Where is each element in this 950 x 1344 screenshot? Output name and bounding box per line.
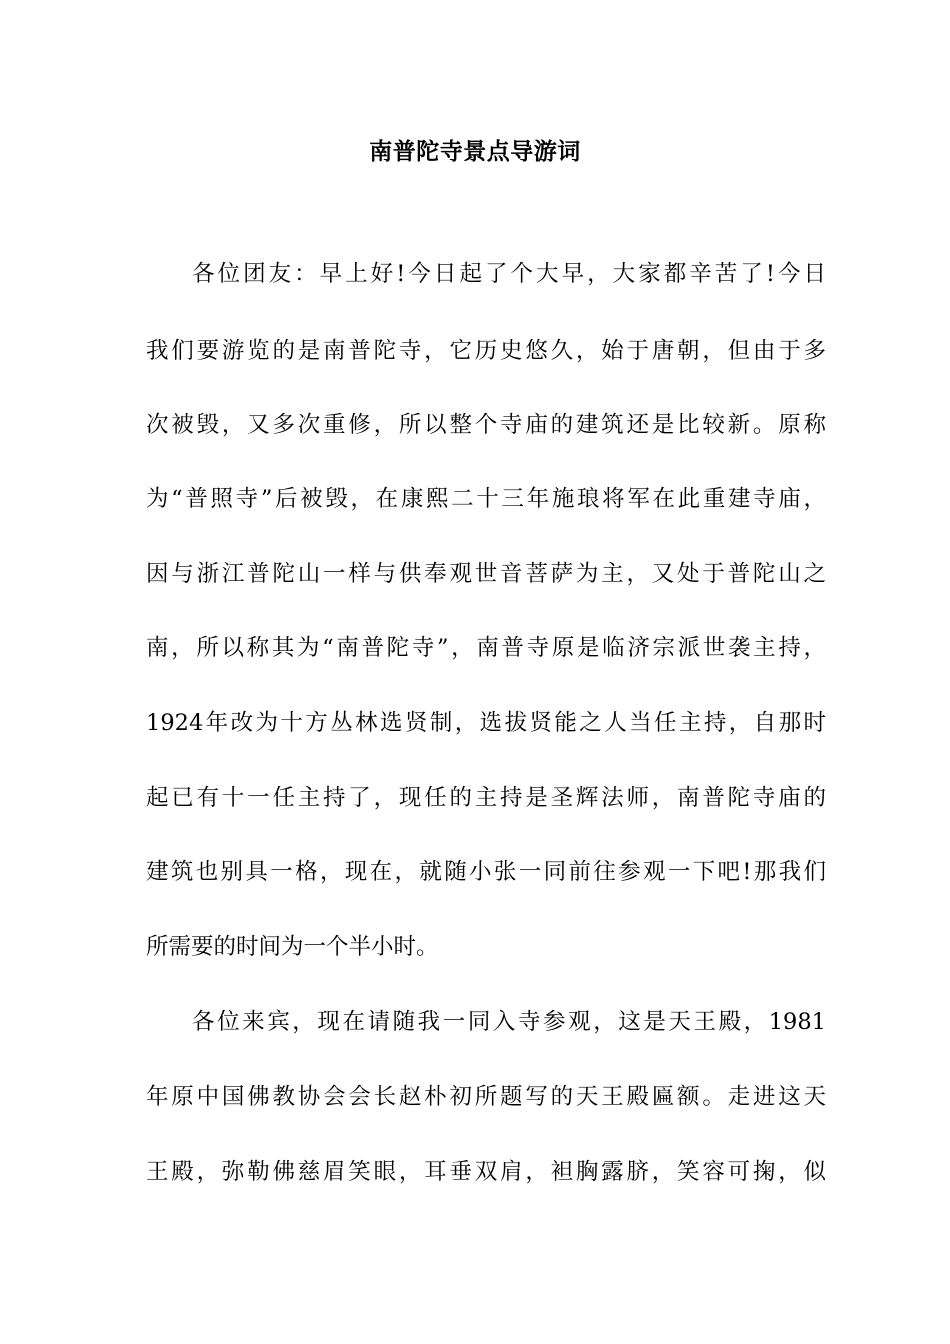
paragraph-line: 1924年改为十方丛林选贤制，选拔贤能之人当任主持，自那时	[146, 710, 826, 736]
paragraph-line: 各位来宾，现在请随我一同入寺参观，这是天王殿，1981	[192, 1009, 826, 1035]
paragraph-line: 年原中国佛教协会会长赵朴初所题写的天王殿匾额。走进这天	[146, 1084, 826, 1110]
paragraph-line: 南，所以称其为“南普陀寺”，南普寺原是临济宗派世袭主持，	[146, 635, 826, 661]
paragraph-line: 为“普照寺”后被毁，在康熙二十三年施琅将军在此重建寺庙，	[146, 486, 826, 512]
paragraph-line: 所需要的时间为一个半小时。	[146, 934, 439, 960]
paragraph-line: 因与浙江普陀山一样与供奉观世音菩萨为主，又处于普陀山之	[146, 561, 826, 587]
document-title: 南普陀寺景点导游词	[369, 138, 581, 165]
paragraph-line: 王殿，弥勒佛慈眉笑眼，耳垂双肩，袒胸露脐，笑容可掬，似	[146, 1159, 826, 1185]
paragraph-line: 起已有十一任主持了，现任的主持是圣辉法师，南普陀寺庙的	[146, 785, 826, 811]
paragraph-line: 建筑也别具一格，现在，就随小张一同前往参观一下吧!那我们	[146, 859, 826, 885]
paragraph-line: 次被毁，又多次重修，所以整个寺庙的建筑还是比较新。原称	[146, 412, 826, 438]
paragraph-line: 各位团友：早上好!今日起了个大早，大家都辛苦了!今日	[192, 261, 826, 287]
paragraph-line: 我们要游览的是南普陀寺，它历史悠久，始于唐朝，但由于多	[146, 338, 826, 364]
